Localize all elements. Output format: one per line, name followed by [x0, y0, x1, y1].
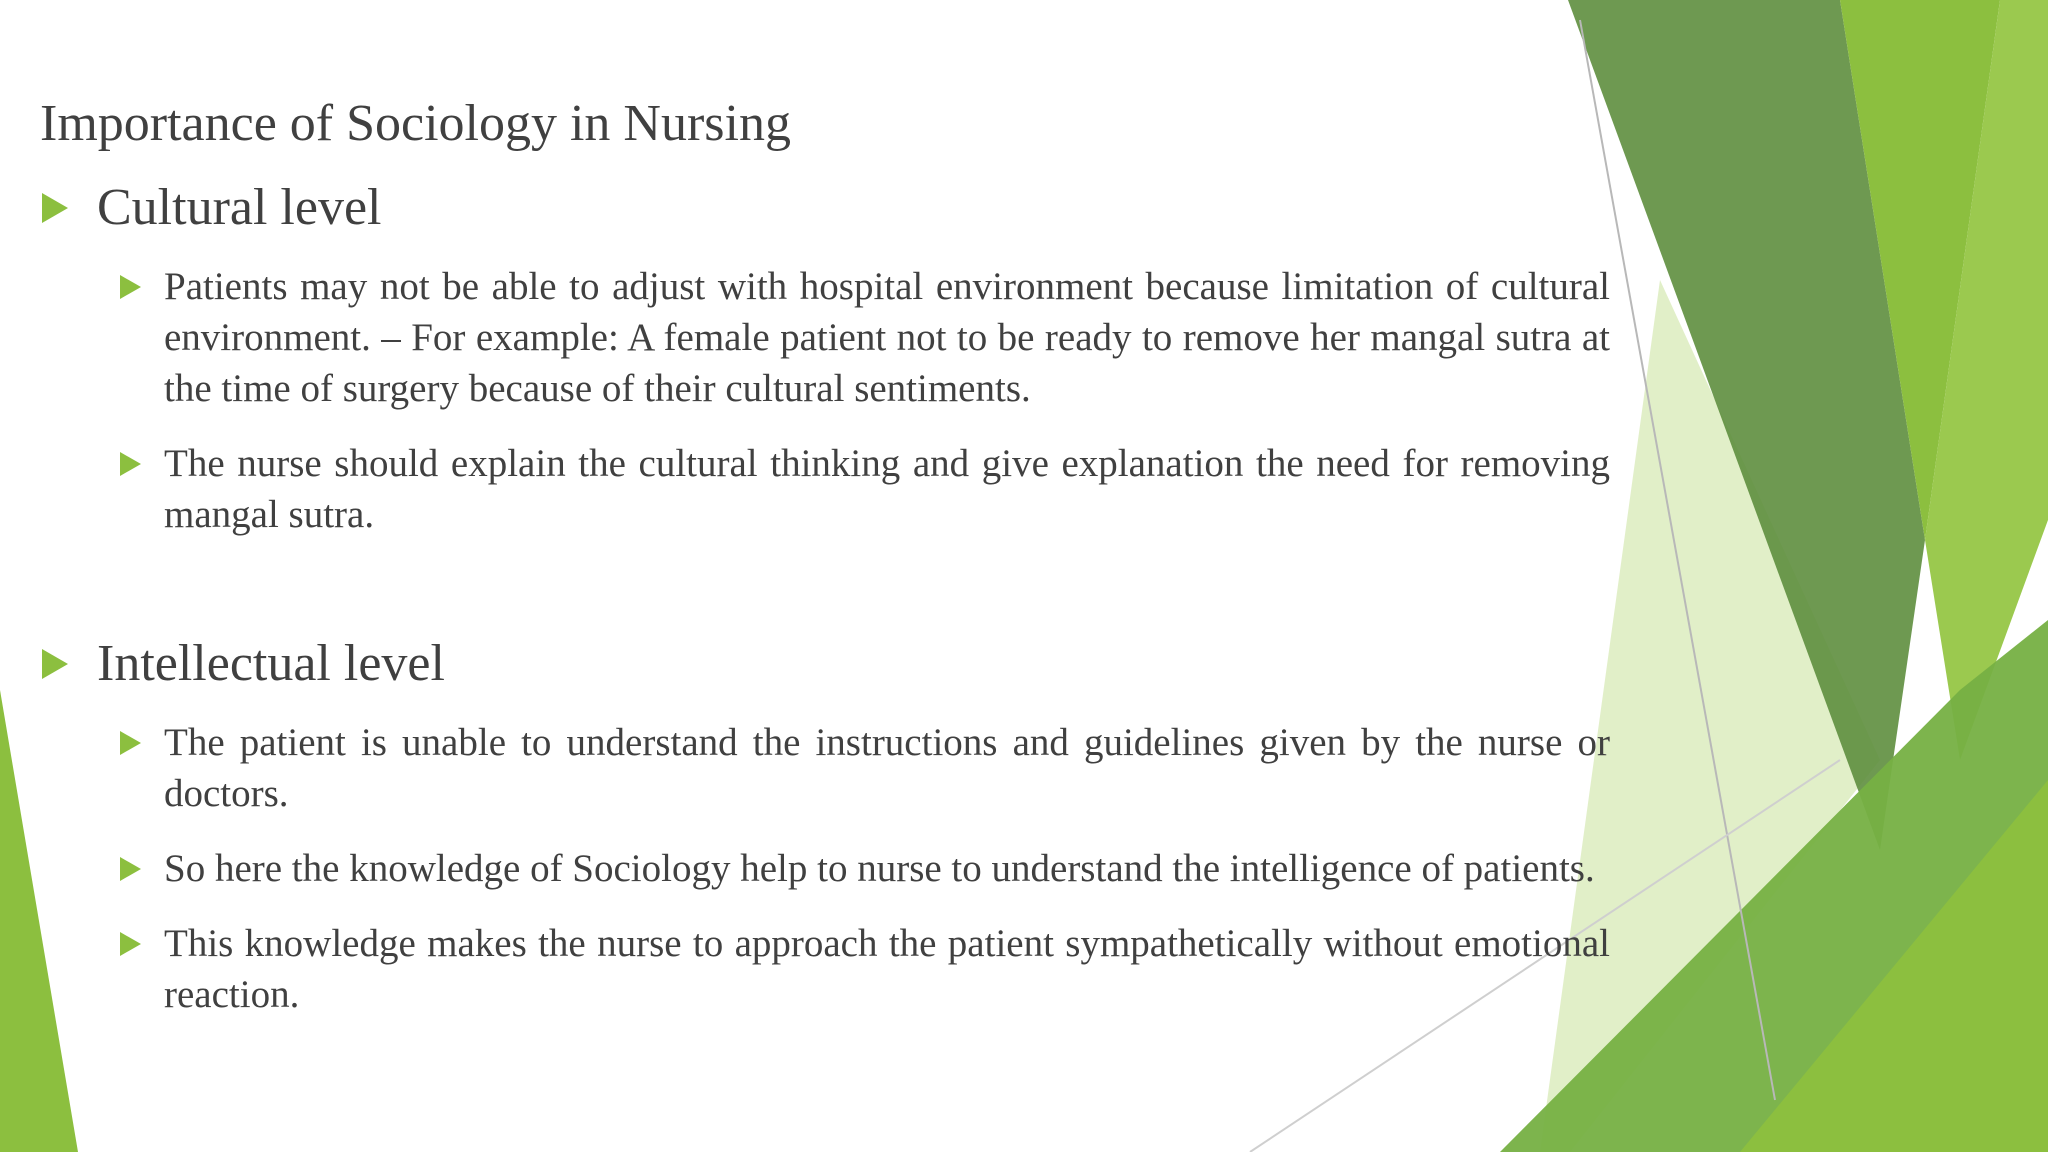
bullet-arrow-icon [120, 452, 141, 476]
bullet-point-text: This knowledge makes the nurse to approach the patient sympathetically without emotional reaction. [164, 922, 1610, 1016]
bullet-arrow-icon [42, 649, 68, 679]
bullet-arrow-icon [120, 731, 141, 755]
bullet-point [40, 717, 1610, 819]
bullet-arrow-icon [120, 932, 141, 956]
bullet-point-text: The patient is unable to understand the instructions and guidelines given by the nurse or doctors. [164, 721, 1610, 815]
bullet-arrow-icon [120, 275, 141, 299]
bullet-arrow-icon [42, 193, 68, 223]
slide-title: Importance of Sociology in Nursing [40, 95, 791, 152]
bullet-arrow-icon [120, 857, 141, 881]
bullet-point-text: The nurse should explain the cultural thinking and give explanation the need for removing mangal sutra. [164, 442, 1610, 536]
bullet-point [40, 843, 1610, 894]
section-heading-intellectual [40, 632, 1610, 696]
bullet-point [40, 918, 1610, 1020]
section-heading-cultural [40, 176, 1610, 240]
bullet-point [40, 438, 1610, 540]
bullet-point-text: So here the knowledge of Sociology help to nurse to understand the intelligence of patients. [164, 847, 1595, 890]
bullet-point [40, 261, 1610, 414]
section-heading-text: Cultural level [97, 179, 382, 236]
slide-content [40, 176, 1610, 1020]
bullet-point-text: Patients may not be able to adjust with hospital environment because limitation of cultural environment. – For example: A female patient not to be ready to remove her mangal sutra at the time of surgery because of their cultural sentiments. [164, 265, 1610, 410]
section-heading-text: Intellectual level [97, 635, 445, 692]
